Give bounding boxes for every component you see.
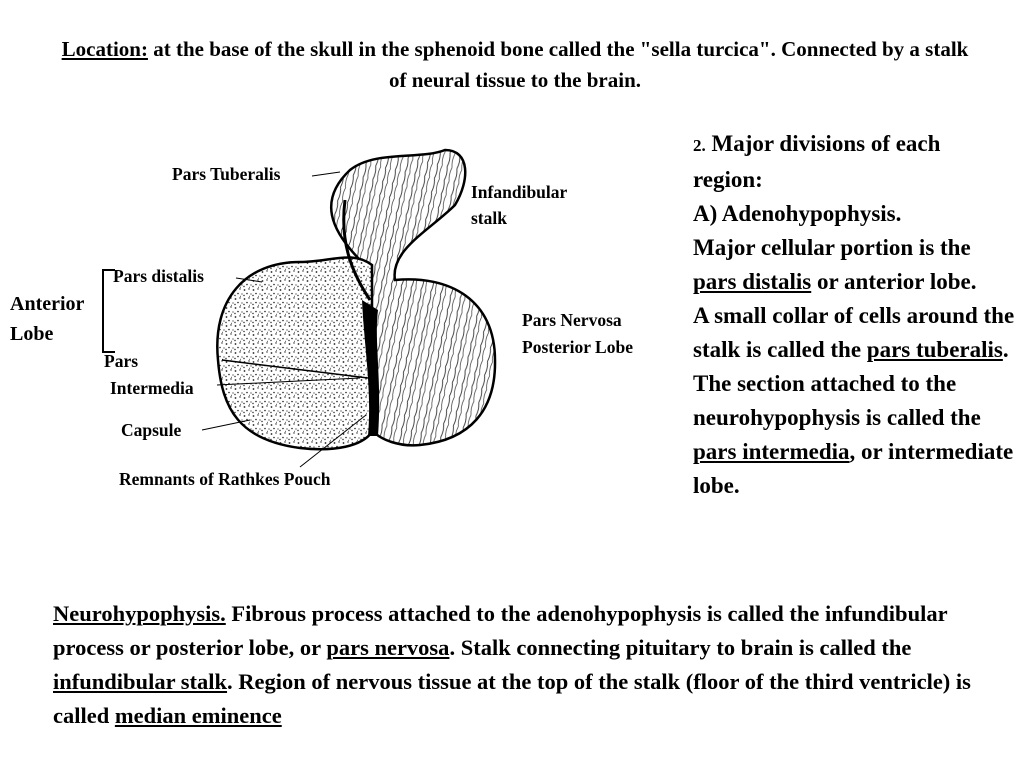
term-median-eminence: median eminence [114, 703, 282, 728]
term-pars-tuberalis: pars tuberalis [866, 337, 1003, 362]
label-infundibular-stalk-line2: stalk [471, 208, 507, 228]
term-pars-distalis: pars distalis [693, 269, 812, 294]
label-rathkes-pouch: Remnants of Rathkes Pouch [119, 469, 331, 489]
pars-distalis-shape [217, 257, 372, 449]
term-pars-intermedia: pars intermedia [693, 439, 850, 464]
neuro-text: . Region of nervous tissue at the top of the stalk (floor of the third ventricle) is called [53, 669, 971, 728]
divisions-number: 2. [693, 136, 706, 155]
term-pars-nervosa: pars nervosa [326, 635, 450, 660]
label-anterior-lobe-line1: Anterior [10, 293, 85, 315]
neurohypophysis-heading: Neurohypophysis. [53, 601, 226, 626]
label-capsule: Capsule [121, 420, 182, 440]
divisions-paragraph [693, 127, 1015, 503]
divisions-text: Major cellular portion is the [693, 235, 971, 260]
term-infundibular-stalk: infundibular stalk [53, 669, 228, 694]
adenohypophysis-subhead: A) Adenohypophysis. [693, 201, 902, 226]
label-pars-tuberalis: Pars Tuberalis [172, 164, 281, 184]
divisions-text: , or intermediate lobe. [693, 439, 1014, 498]
leader-pars-tuberalis [312, 172, 340, 176]
label-pars-intermedia-line1: Pars [104, 351, 139, 371]
label-pars-distalis: Pars distalis [113, 266, 204, 286]
label-pars-nervosa-line1: Pars Nervosa [522, 310, 622, 330]
label-pars-intermedia-line2: Intermedia [110, 378, 194, 398]
label-anterior-lobe-line2: Lobe [10, 323, 54, 345]
label-infundibular-stalk-line1: Infandibular [471, 182, 568, 202]
divisions-text: A small collar of cells around the stalk is called the [693, 303, 1015, 362]
neurohypophysis-paragraph [53, 597, 993, 733]
label-pars-nervosa-line2: Posterior Lobe [522, 337, 633, 357]
divisions-text: or anterior lobe. [811, 269, 977, 294]
location-heading: Location: [61, 37, 148, 61]
divisions-heading: Major divisions of each region: [693, 131, 941, 192]
location-text: at the base of the skull in the sphenoid bone called the "sella turcica". Connected by a stalk of neural tissue to the brain. [147, 37, 969, 92]
neuro-text: . Stalk connecting pituitary to brain is called the [449, 635, 912, 660]
neuro-text: Fibrous process attached to the adenohypophysis is called the infundibular process or posterior lobe, or [53, 601, 948, 660]
divisions-text: . The section attached to the neurohypophysis is called the [693, 337, 1009, 430]
